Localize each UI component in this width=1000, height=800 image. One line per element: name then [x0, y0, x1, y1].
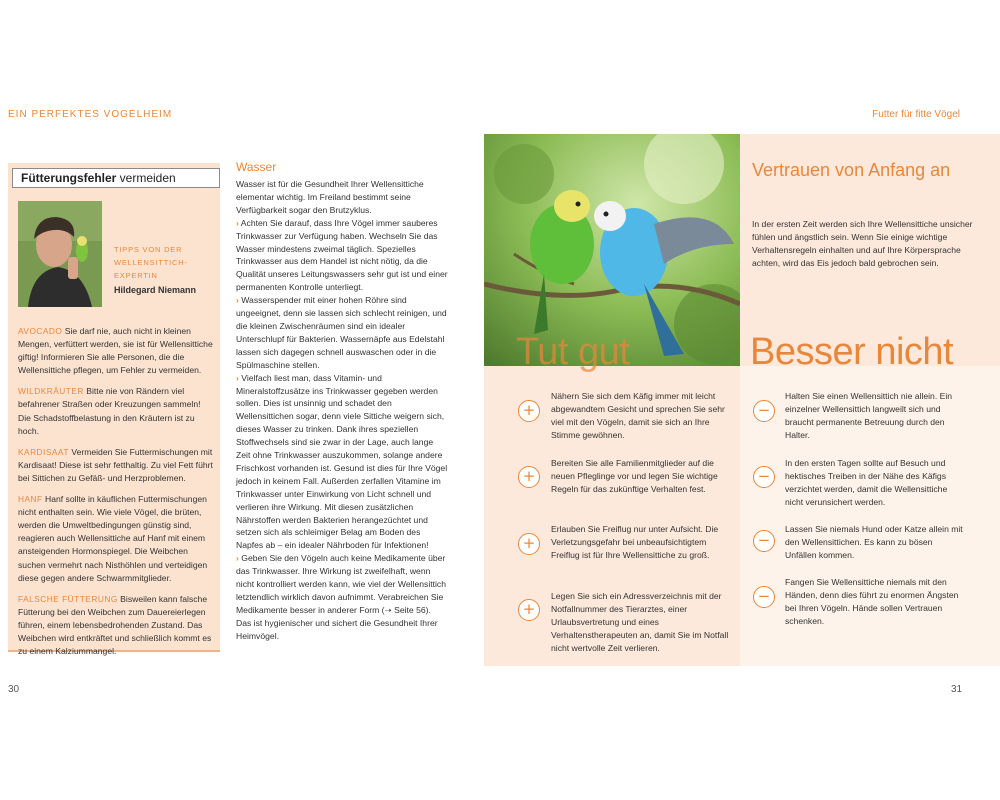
- water-section: [236, 160, 448, 643]
- running-head-right: Futter für fitte Vögel: [872, 109, 960, 120]
- water-bullet: › Geben Sie den Vögeln auch keine Medikamente über das Trinkwasser. Ihre Wirkung ist zweifelhaft, wenn nicht kontrolliert werden kann, wie viel der Wellensittich letztendlich wirklich davon aufnimmt. Verabreichen Sie Medikamente besser in anderer Form (➝ Seite 56). Das ist hygienischer und sichert die Gesundheit Ihrer Heimvögel.: [236, 553, 447, 641]
- plus-icon: +: [518, 533, 540, 555]
- bad-heading: Besser nicht: [750, 331, 954, 373]
- good-item: Nähern Sie sich dem Käfig immer mit leicht abgewandtem Gesicht und sprechen Sie sehr viel mit den Vögeln, damit sie sich an Ihre Stimme gewöhnen.: [551, 391, 725, 440]
- tips-label: TIPPS VON DER WELLENSITTICH-EXPERTIN: [114, 245, 188, 280]
- water-heading: Wasser: [236, 160, 277, 174]
- minus-icon: −: [753, 466, 775, 488]
- sidebar-body: [18, 325, 214, 666]
- minus-icon: −: [753, 400, 775, 422]
- bad-item: Lassen Sie niemals Hund oder Katze allein mit den Wellensittichen. Es kann zu bösen Unfällen kommen.: [785, 524, 963, 560]
- sidebar-item: KARDISAAT Vermeiden Sie Futtermischungen mit Kardisaat! Diese ist sehr fetthaltig. Zu viel Fett führt bei Sittichen zu Gefäß- und Herzproblemen.: [18, 446, 213, 483]
- water-intro: Wasser ist für die Gesundheit Ihrer Wellensittiche elementar wichtig. Im Freiland bestimmt seine Verfügbarkeit sogar den Brutzyklus.: [236, 179, 424, 215]
- sidebar-item: HANF Hanf sollte in käuflichen Futtermischungen nicht enthalten sein. Wie viele Vögel, die brüten, werden die Umweltbedingungen günstig sind, reagieren auch Wellensittiche auf Hanf mit einem ansteigenden Hormonspiegel. Die Weibchen suchen vermehrt nach Nisthöhlen und verteidigen diese gegen andere Schwarmmitglieder.: [18, 494, 208, 583]
- bad-item: In den ersten Tagen sollte auf Besuch und hektisches Treiben in der Nähe des Käfigs verzichtet werden, damit die Wellensittiche nicht verunsichert werden.: [785, 458, 948, 507]
- bad-item: Halten Sie einen Wellensittich nie allein. Ein einzelner Wellensittich langweilt sich und braucht permanente Betreuung durch den Halter.: [785, 391, 953, 440]
- minus-icon: −: [753, 530, 775, 552]
- expert-name: Hildegard Niemann: [114, 285, 197, 295]
- plus-icon: +: [518, 466, 540, 488]
- sidebar-item: FALSCHE FÜTTERUNG Bisweilen kann falsche Fütterung bei den Weibchen zum Dauereierlegen führen, einem lebensbedrohenden Zustand. Das Weibchen wird entkräftet und schließlich kommt es zu einem Kalziummangel.: [18, 593, 212, 657]
- trust-text: In der ersten Zeit werden sich Ihre Wellensittiche unsicher fühlen und ängstlich sein. Wenn Sie einige wichtige Verhaltensregeln einhalten und auf Ihre Körpersprache achten, wird das Eis jedoch bald gebrochen sein.: [752, 219, 973, 268]
- water-bullet: › Vielfach liest man, dass Vitamin- und Mineralstoffzusätze ins Trinkwasser gegeben werden sollen. Dies ist unsinnig und schadet den Wellensittichen sogar, denn viele Sittiche weigern sich, dieses Wasser zu trinken. Dank ihres speziellen Stoffwechsels sind sie zwar in der Lage, auch lange Zeit ohne Trinkwasser auszukommen, solange andere Frischkost vorhanden ist. Gesund ist dies für Ihre Vögel jedoch in keinem Fall. Außerden zerfallen Vitamine im Trinkwasser unter Einwirkung von Licht schnell und verlieren ihre Wirkung. Mit diesen zusätzlichen Nährstoffen werden Bakterien herangezüchtet und setzen sich als schleimiger Belag am Boden des Napfes ab – ein idealer Nährboden für Infektionen!: [236, 372, 448, 551]
- trust-title: Vertrauen von Anfang an: [752, 160, 951, 180]
- good-item: Erlauben Sie Freiflug nur unter Aufsicht. Die Verletzungsgefahr bei unbeaufsichtigtem Freiflug ist für Ihre Wellensittiche zu groß.: [551, 524, 719, 560]
- feeding-mistakes-sidebar: [8, 163, 220, 657]
- good-item: Legen Sie sich ein Adressverzeichnis mit der Notfallnummer des Tierarztes, einer Urlaubsvertretung und eines Verhaltenstherapeuten an, damit Sie im Notfall nicht wertvolle Zeit verlieren.: [551, 591, 729, 653]
- bad-item: Fangen Sie Wellensittiche niemals mit den Händen, denn dies führt zu enormen Ängsten bei Ihren Vögeln. Hände sollen Vertrauen schenken.: [785, 577, 959, 626]
- expert-portrait: [18, 201, 102, 307]
- page-number-left: 30: [8, 684, 20, 695]
- arrow-icon: ›: [236, 553, 239, 564]
- arrow-icon: ›: [236, 372, 239, 383]
- good-heading: Tut gut: [516, 331, 630, 373]
- water-bullet: › Wasserspender mit einer hohen Röhre sind ungeeignet, denn sie lassen sich schlecht reinigen, und die kleinen Zwischenräumen sind ein idealer Unterschlupf für Bakterien. Wassernäpfe aus Edelstahl lassen sich dagegen schnell auswaschen oder in die Spülmaschine stellen.: [236, 295, 447, 370]
- sidebar-item: AVOCADO Sie darf nie, auch nicht in kleinen Mengen, verfüttert werden, sie ist für Wellensittiche giftig! Informieren Sie alle Personen, die die Wellensittiche pflegen, um Fehler zu vermeiden.: [18, 326, 213, 376]
- minus-icon: −: [753, 586, 775, 608]
- good-item: Bereiten Sie alle Familienmitglieder auf die neuen Pfleglinge vor und legen Sie wichtige Regeln für das zukünftige Verhalten fest.: [551, 458, 718, 494]
- sidebar-item: WILDKRÄUTER Bitte nie von Rändern viel befahrener Straßen oder Kreuzungen sammeln! Die Schadstoffbelastung in den Kräutern ist zu hoch.: [18, 386, 201, 436]
- arrow-icon: ›: [236, 217, 239, 228]
- plus-icon: +: [518, 400, 540, 422]
- page-number-right: 31: [951, 684, 963, 695]
- arrow-icon: ›: [236, 295, 239, 306]
- water-bullet: › Achten Sie darauf, dass Ihre Vögel immer sauberes Trinkwasser zur Verfügung haben. Wechseln Sie das Wasser mindestens zweimal täglich. Spezielles Trinkwasser aus dem Handel ist nicht nötig, da die Qualität unseres Leitungswassers sehr gut ist und einer permanenten Kontrolle unterliegt.: [236, 217, 448, 293]
- sidebar-title: Fütterungsfehler vermeiden: [12, 168, 220, 188]
- plus-icon: +: [518, 599, 540, 621]
- running-head-left: EIN PERFEKTES VOGELHEIM: [8, 109, 173, 120]
